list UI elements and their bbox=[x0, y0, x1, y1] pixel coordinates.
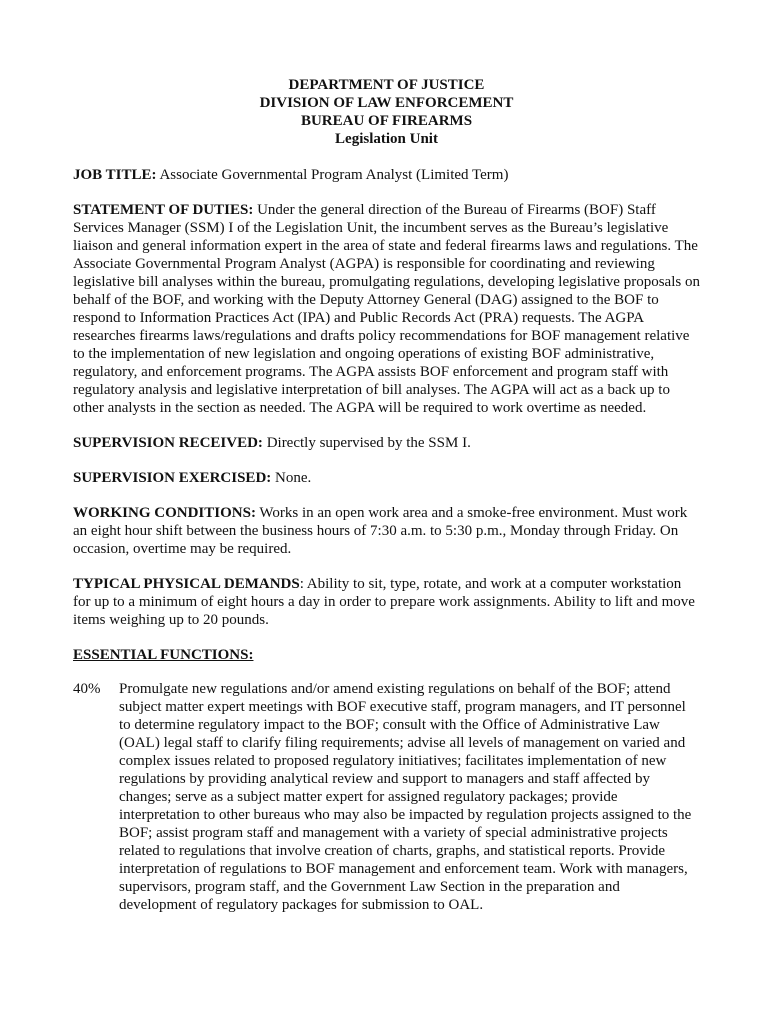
essential-function-text: Promulgate new regulations and/or amend existing regulations on behalf of the BOF; attend subject matter expert meetings with BOF executive staff, program managers, and IT personnel to determine regulatory impact to the BOF; consult with the Office of Administrative Law (OAL) legal staff to clarify filing requirements; advise all levels of management on varied and complex issues related to proposed regulatory initiatives; facilitates implementation of new regulations by providing analytical review and support to managers and staff affected by changes; serve as a subject matter expert for assigned regulatory packages; provide interpretation to other bureaus who may also be impacted by regulation projects assigned to the BOF; assist program staff and management with a variety of special administrative projects related to regulations that involve creation of charts, graphs, and statistical reports. Provide interpretation of regulations to BOF management and enforcement team. Work with managers, supervisors, program staff, and the Government Law Section in the preparation and development of regulatory packages for submission to OAL. bbox=[119, 681, 692, 913]
supervision-received-label: SUPERVISION RECEIVED: bbox=[73, 435, 263, 451]
header-bureau: BUREAU OF FIREARMS bbox=[300, 113, 473, 129]
statement-of-duties-text: Under the general direction of the Bureau of Firearms (BOF) Staff Services Manager (SSM) I of the Legislation Unit, the incumbent serves as the Bureau’s legislative liaison and general information expert in the area of state and federal firearms laws and regulations. The Associate Governmental Program Analyst (AGPA) is responsible for coordinating and reviewing legislative bill analyses within the bureau, promulgating regulations, developing legislative proposals on behalf of the BOF, and working with the Deputy Attorney General (DAG) assigned to the BOF to respond to Information Practices Act (IPA) and Public Records Act (PRA) requests. The AGPA researches firearms laws/regulations and drafts policy recommendations for BOF management relative to the implementation of new legislation and ongoing operations of existing BOF administrative, regulatory, and enforcement programs. The AGPA assists BOF enforcement and program staff with regulatory analysis and legislative interpretation of bill analyses. The AGPA will act as a back up to other analysts in the section as needed. The AGPA will be required to work overtime as needed. bbox=[73, 202, 700, 416]
document-page bbox=[73, 76, 700, 914]
header-department: DEPARTMENT OF JUSTICE bbox=[288, 77, 485, 93]
header-division: DIVISION OF LAW ENFORCEMENT bbox=[259, 95, 514, 111]
working-conditions-label: WORKING CONDITIONS: bbox=[73, 505, 256, 521]
supervision-exercised-label: SUPERVISION EXERCISED: bbox=[73, 470, 272, 486]
typical-physical-demands-text: : Ability to sit, type, rotate, and work at a computer workstation for up to a minimum of eight hours a day in order to prepare work assignments. Ability to lift and move items weighing up to 20 pounds. bbox=[73, 576, 695, 628]
header-unit: Legislation Unit bbox=[335, 131, 438, 147]
essential-function-item bbox=[73, 680, 700, 914]
job-title-label: JOB TITLE: bbox=[73, 167, 157, 183]
statement-of-duties-label: STATEMENT OF DUTIES: bbox=[73, 202, 254, 218]
typical-physical-demands-label: TYPICAL PHYSICAL DEMANDS bbox=[73, 576, 300, 592]
supervision-received-text: Directly supervised by the SSM I. bbox=[262, 435, 471, 451]
supervision-received-section bbox=[73, 434, 700, 452]
statement-of-duties-section bbox=[73, 201, 700, 417]
typical-physical-demands-section bbox=[73, 575, 700, 629]
job-title-text: Associate Governmental Program Analyst (Limited Term) bbox=[156, 167, 509, 183]
document-header bbox=[73, 76, 700, 148]
essential-functions-heading: ESSENTIAL FUNCTIONS: bbox=[73, 647, 254, 663]
job-title-section bbox=[73, 166, 700, 184]
working-conditions-text: Works in an open work area and a smoke-free environment. Must work an eight hour shift between the business hours of 7:30 a.m. to 5:30 p.m., Monday through Friday. On occasion, overtime may be required. bbox=[73, 505, 688, 557]
essential-function-percent: 40% bbox=[73, 681, 101, 697]
supervision-exercised-text: None. bbox=[271, 470, 312, 486]
supervision-exercised-section bbox=[73, 469, 700, 487]
working-conditions-section bbox=[73, 504, 700, 558]
